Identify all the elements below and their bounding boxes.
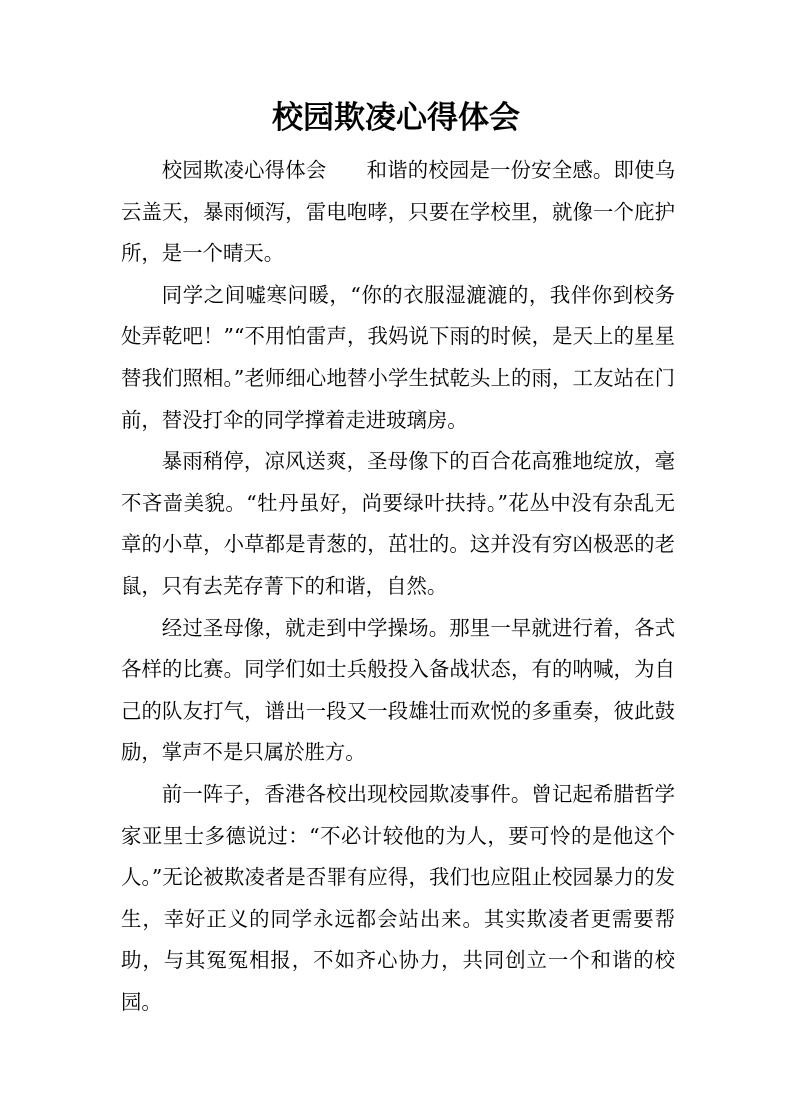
paragraph-2: 同学之间嘘寒问暖，“你的衣服湿漉漉的，我伴你到校务处弄乾吧！”“不用怕雷声，我妈说下雨的时候，是天上的星星替我们照相。”老师细心地替小学生拭乾头上的雨，工友站在门前，替没打伞的同学撑着走进玻璃房。 (121, 282, 675, 432)
document-body (121, 150, 675, 1023)
document-title: 校园欺凌心得体会 (272, 100, 520, 136)
paragraph-5: 前一阵子，香港各校出现校园欺凌事件。曾记起希腊哲学家亚里士多德说过：“不必计较他的为人，要可怜的是他这个人。”无论被欺凌者是否罪有应得，我们也应阻止校园暴力的发生，幸好正义的同学永远都会站出来。其实欺凌者更需要帮助，与其冤冤相报，不如齐心协力，共同创立一个和谐的校园。 (121, 781, 675, 1014)
paragraph-4: 经过圣母像，就走到中学操场。那里一早就进行着，各式各样的比赛。同学们如士兵般投入备战状态，有的呐喊，为自己的队友打气，谱出一段又一段雄壮而欢悦的多重奏，彼此鼓励，掌声不是只属於胜方。 (121, 615, 675, 765)
intro-heading: 校园欺凌心得体会 (161, 158, 327, 182)
paragraph-1 (121, 150, 675, 275)
paragraph-1-text: 和谐的校园是一份安全感。即使乌云盖天，暴雨倾泻，雷电咆哮，只要在学校里，就像一个庇护所，是一个晴天。 (121, 158, 675, 266)
paragraph-3: 暴雨稍停，凉风送爽，圣母像下的百合花高雅地绽放，毫不吝啬美貌。“牡丹虽好，尚要绿叶扶持。”花丛中没有杂乱无章的小草，小草都是青葱的，茁壮的。这并没有穷凶极恶的老鼠，只有去芜存菁下的和谐，自然。 (121, 449, 675, 598)
